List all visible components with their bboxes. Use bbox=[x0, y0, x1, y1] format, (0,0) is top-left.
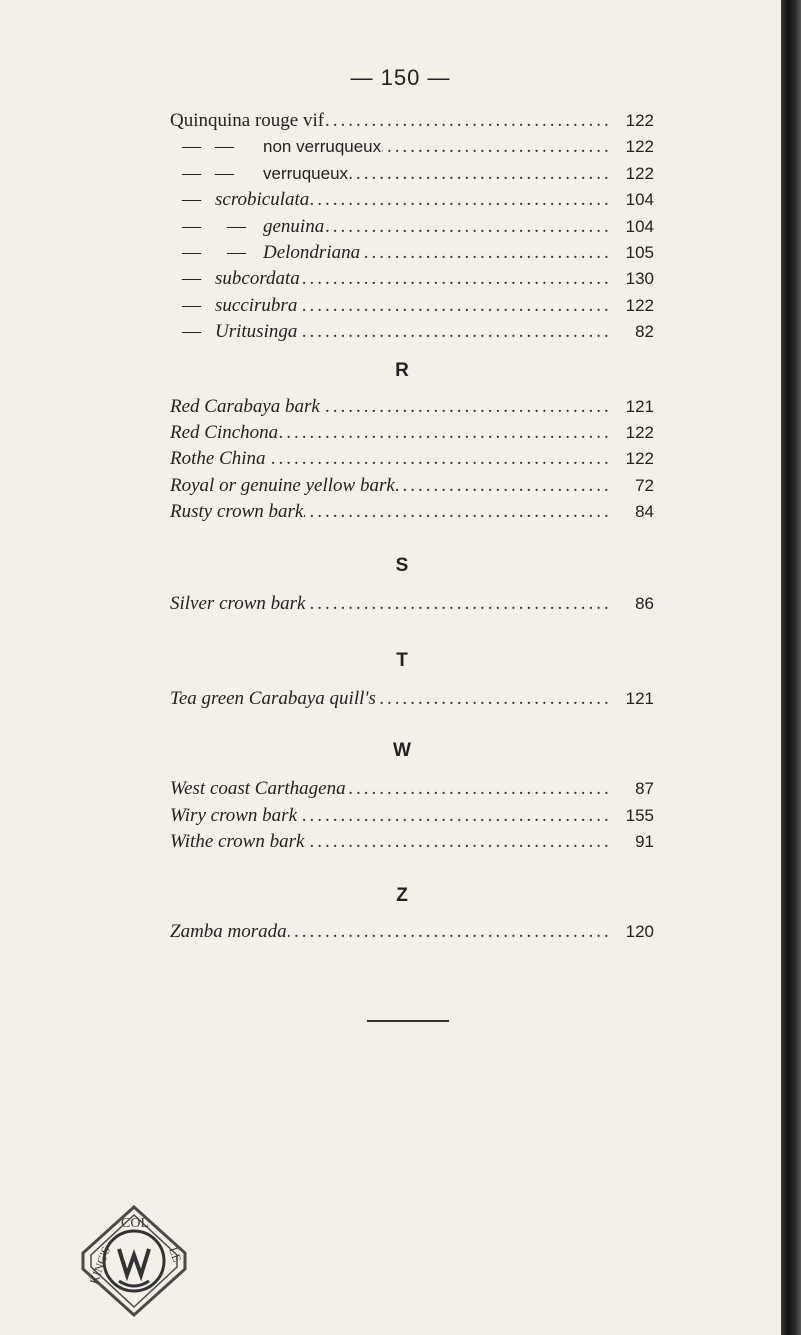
ditto-dash: — bbox=[182, 241, 201, 263]
entry-text: Silver crown bark bbox=[170, 593, 306, 615]
entry-text: succirubra bbox=[215, 294, 298, 316]
library-stamp bbox=[77, 1203, 191, 1319]
entry-text: Zamba morada bbox=[170, 921, 287, 943]
ditto-dash: — bbox=[227, 241, 246, 263]
section-heading-r: R bbox=[395, 359, 409, 381]
index-entry bbox=[170, 591, 654, 617]
entry-page: 130 bbox=[608, 266, 654, 292]
index-entry bbox=[170, 394, 654, 420]
section-heading-w: W bbox=[393, 740, 411, 762]
entry-text: Red Cinchona bbox=[170, 421, 279, 443]
entry-page: 87 bbox=[608, 776, 654, 802]
entry-text: scrobiculata bbox=[215, 189, 310, 211]
entry-text: Royal or genuine yellow bark bbox=[170, 474, 395, 496]
index-entry bbox=[170, 420, 654, 446]
index-entry bbox=[170, 319, 654, 345]
ditto-dash: — bbox=[215, 162, 234, 184]
index-entry bbox=[170, 134, 654, 160]
entry-page: 84 bbox=[608, 499, 654, 525]
index-entry bbox=[170, 919, 654, 945]
entry-page: 91 bbox=[608, 829, 654, 855]
entry-page: 121 bbox=[608, 394, 654, 420]
entry-page: 86 bbox=[608, 591, 654, 617]
index-entry bbox=[170, 499, 654, 525]
entry-text: Quinquina rouge vif bbox=[170, 110, 325, 131]
index-entry bbox=[170, 686, 654, 712]
index-entry bbox=[170, 266, 654, 292]
entry-text: Withe crown bark bbox=[170, 831, 305, 853]
index-entry bbox=[170, 829, 654, 855]
entry-text: subcordata bbox=[215, 268, 300, 290]
entry-text: verruqueux bbox=[263, 163, 349, 183]
entry-page: 122 bbox=[608, 293, 654, 319]
entry-page: 105 bbox=[608, 240, 654, 266]
ditto-dash: — bbox=[182, 294, 201, 316]
stamp-text-right: LE bbox=[166, 1245, 185, 1264]
entry-page: 122 bbox=[608, 161, 654, 187]
index-entry bbox=[170, 187, 654, 213]
stamp-text-top: COL bbox=[121, 1216, 149, 1231]
stamp-text-left: KING'S bbox=[86, 1244, 114, 1287]
entry-page: 122 bbox=[608, 134, 654, 160]
ditto-dash: — bbox=[227, 215, 246, 237]
entry-page: 155 bbox=[608, 803, 654, 829]
entry-text: Rusty crown bark bbox=[170, 501, 304, 523]
ditto-dash: — bbox=[182, 215, 201, 237]
entry-page: 120 bbox=[608, 919, 654, 945]
ditto-dash: — bbox=[182, 162, 201, 184]
ditto-dash: — bbox=[215, 136, 234, 158]
ditto-dash: — bbox=[182, 136, 201, 158]
entry-page: 72 bbox=[608, 473, 654, 499]
entry-page: 122 bbox=[608, 446, 654, 472]
index-entry bbox=[170, 293, 654, 319]
section-heading-s: S bbox=[395, 555, 409, 577]
entry-text: Wiry crown bark bbox=[170, 804, 298, 826]
entry-page: 104 bbox=[608, 214, 654, 240]
entry-text: Uritusinga bbox=[215, 321, 298, 343]
index-entry bbox=[170, 108, 654, 134]
entry-page: 121 bbox=[608, 686, 654, 712]
entry-text: non verruqueux bbox=[263, 137, 382, 157]
entry-text: Rothe China bbox=[170, 448, 266, 470]
ditto-dash: — bbox=[182, 321, 201, 343]
ditto-dash: — bbox=[182, 189, 201, 211]
end-rule bbox=[367, 1020, 449, 1022]
entry-page: 104 bbox=[608, 187, 654, 213]
entry-page: 122 bbox=[608, 420, 654, 446]
ditto-dash: — bbox=[182, 268, 201, 290]
entry-text: Tea green Carabaya quill's bbox=[170, 687, 376, 709]
index-entry bbox=[170, 776, 654, 802]
entry-text: Delondriana bbox=[263, 241, 361, 263]
page-edge-shadow bbox=[781, 0, 801, 1335]
index-content bbox=[170, 108, 654, 946]
section-heading-t: T bbox=[396, 649, 408, 671]
index-entry bbox=[170, 161, 654, 187]
entry-text: Red Carabaya bark bbox=[170, 395, 320, 417]
section-heading-z: Z bbox=[396, 885, 408, 907]
index-entry bbox=[170, 803, 654, 829]
index-entry bbox=[170, 240, 654, 266]
index-entry bbox=[170, 473, 654, 499]
index-entry bbox=[170, 446, 654, 472]
index-entry bbox=[170, 214, 654, 240]
page-number: — 150 — bbox=[350, 65, 451, 90]
entry-text: West coast Carthagena bbox=[170, 778, 346, 800]
entry-page: 122 bbox=[608, 108, 654, 134]
entry-page: 82 bbox=[608, 319, 654, 345]
entry-text: genuina bbox=[263, 215, 325, 237]
